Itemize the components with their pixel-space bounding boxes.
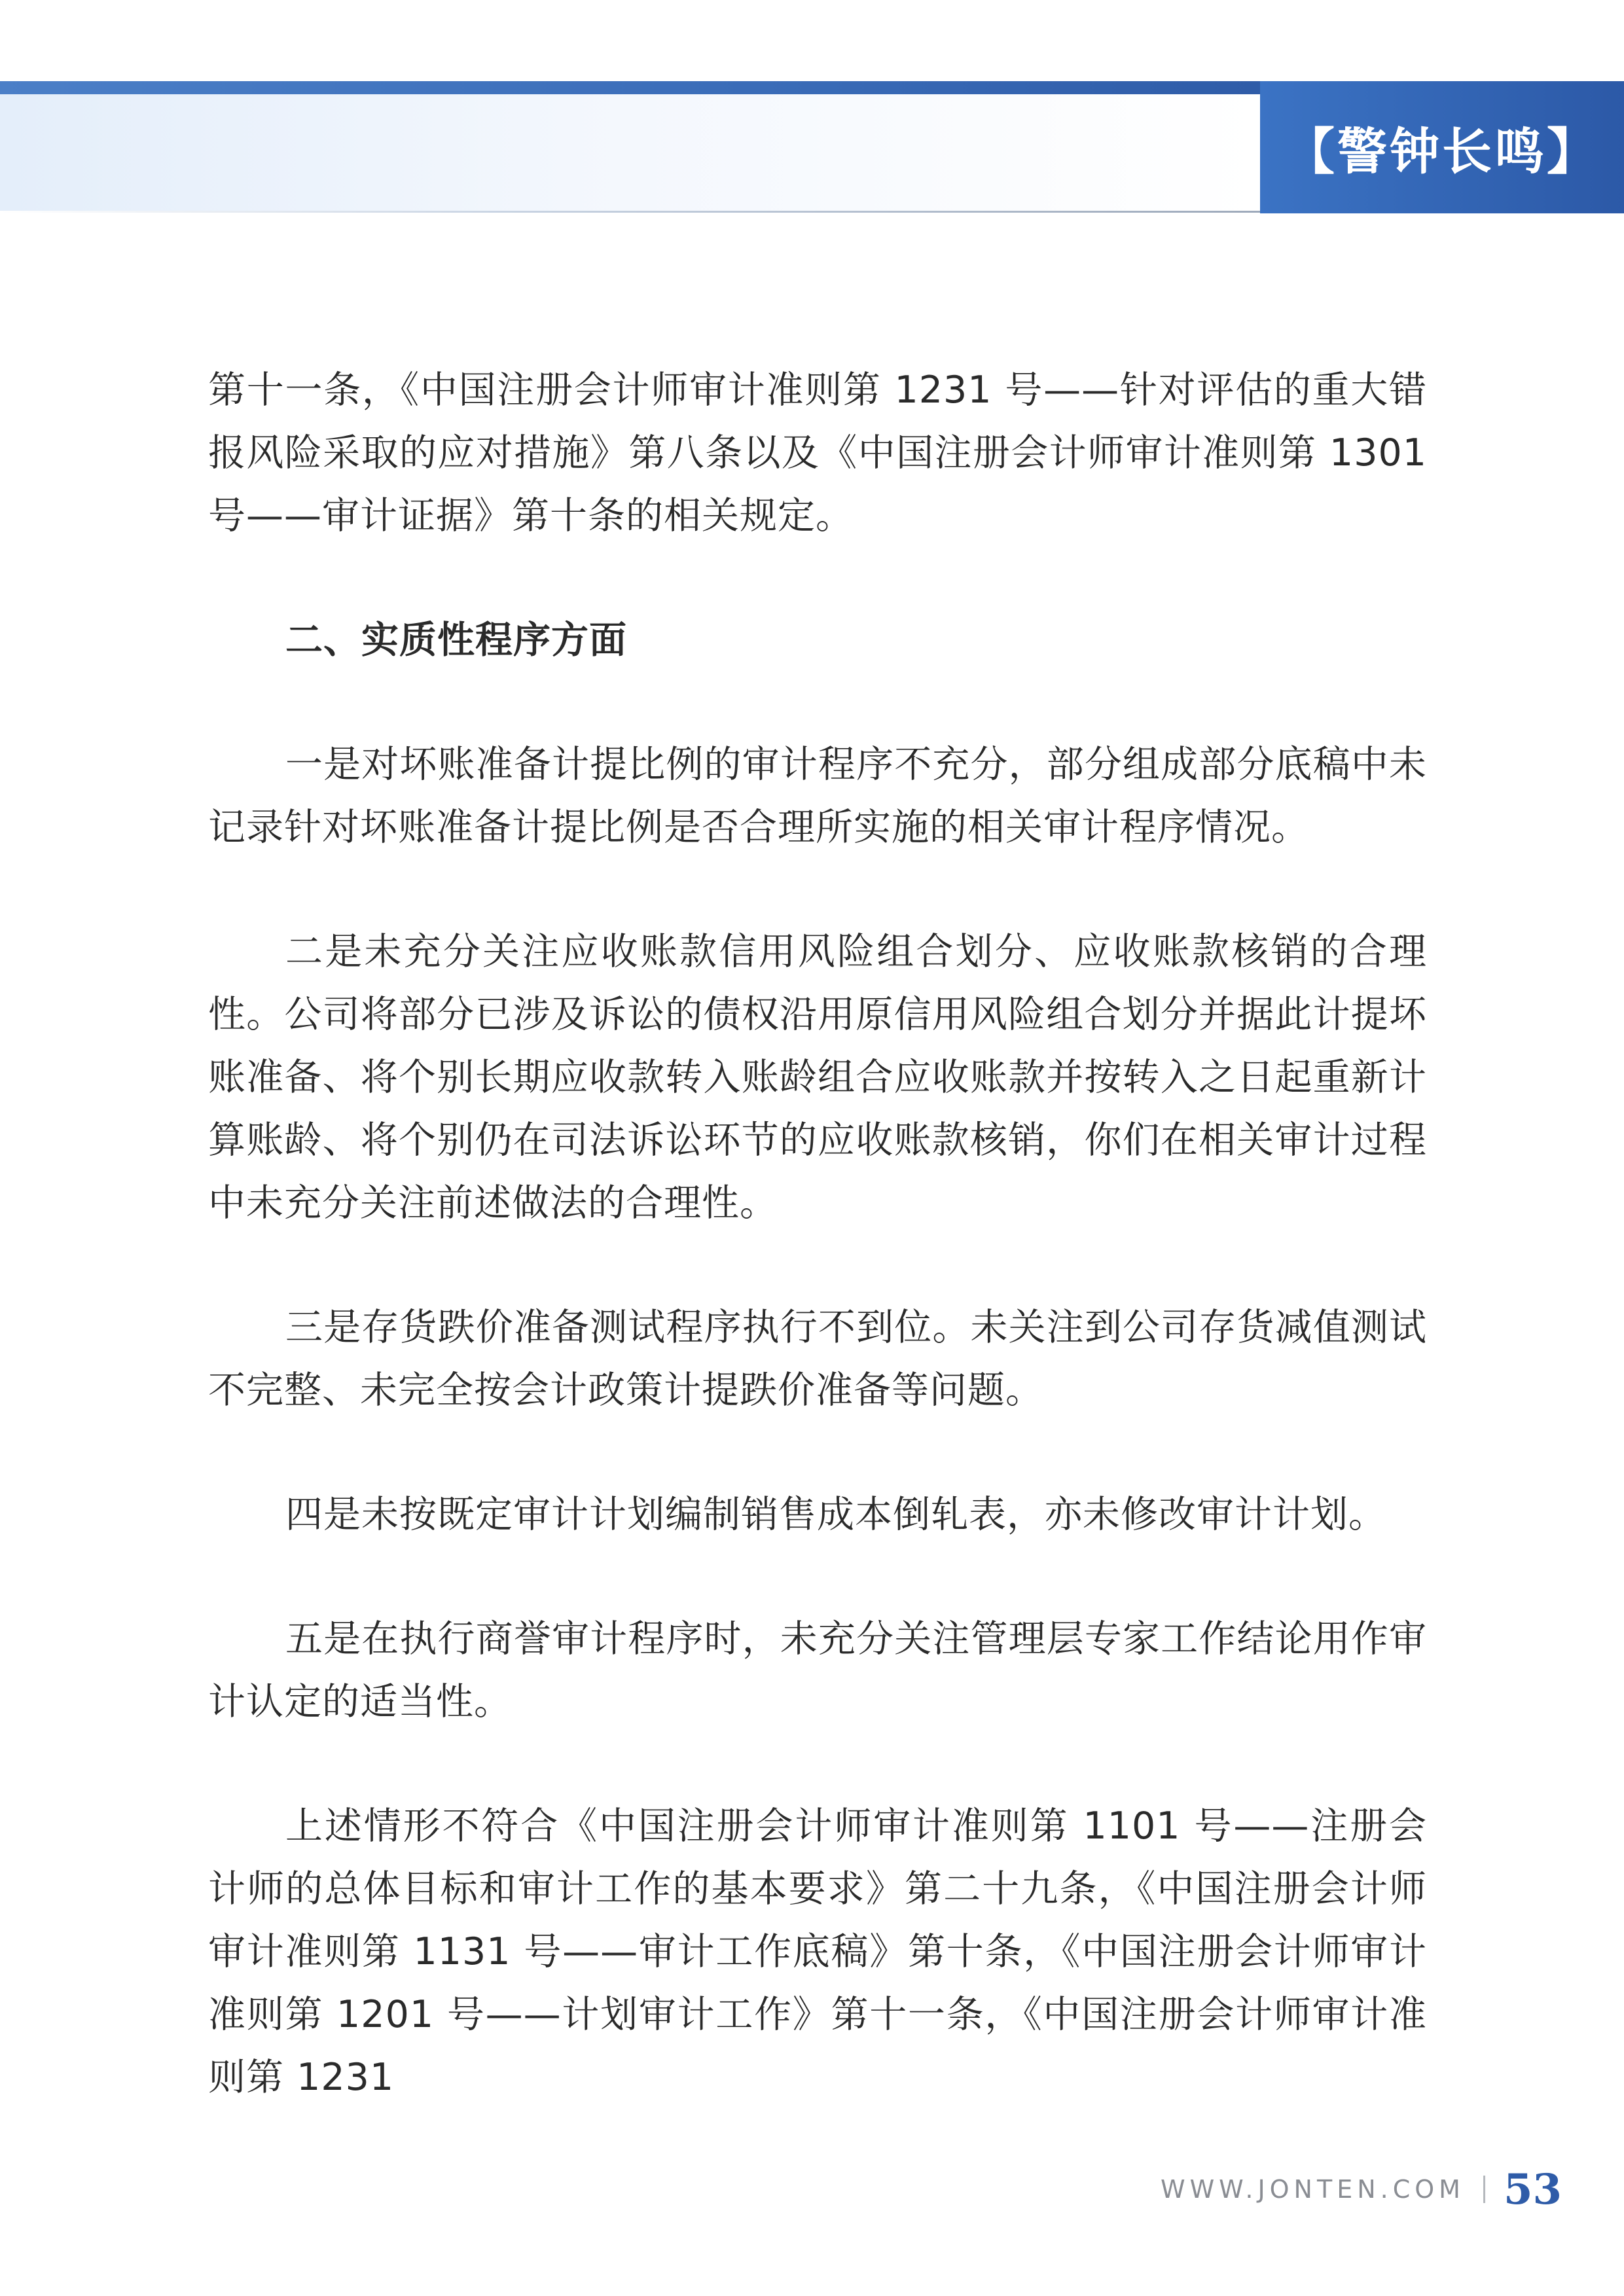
paragraph-6: 上述情形不符合《中国注册会计师审计准则第 1101 号——注册会计师的总体目标和审计工作的基本要求》第二十九条，《中国注册会计师审计准则第 1131 号——审计工作底稿》第十条，《中国注册会计师审计准则第 1201 号——计划审计工作》第十一条，《中国注册会计师审计准则第 1231 bbox=[208, 1804, 1427, 2099]
paragraph-continuation: 第十一条，《中国注册会计师审计准则第 1231 号——针对评估的重大错报风险采取的应对措施》第八条以及《中国注册会计师审计准则第 1301 号——审计证据》第十条的相关规定。 bbox=[208, 368, 1427, 537]
paragraph-5: 五是在执行商誉审计程序时，未充分关注管理层专家工作结论用作审计认定的适当性。 bbox=[208, 1617, 1427, 1723]
header-band bbox=[0, 81, 1260, 212]
article-body bbox=[208, 359, 1427, 2170]
paragraph-1: 一是对坏账准备计提比例的审计程序不充分，部分组成部分底稿中未记录针对坏账准备计提比例是否合理所实施的相关审计程序情况。 bbox=[208, 743, 1427, 849]
header-top-rule bbox=[0, 81, 1260, 94]
section-heading: 二、实质性程序方面 bbox=[285, 619, 627, 662]
paragraph-4: 四是未按既定审计计划编制销售成本倒轧表，亦未修改审计计划。 bbox=[285, 1493, 1386, 1536]
header-bottom-rule bbox=[0, 211, 1260, 213]
website-link[interactable]: WWW.JONTEN.COM bbox=[1161, 2175, 1465, 2204]
section-title: 【警钟长鸣】 bbox=[1285, 122, 1599, 181]
footer-divider bbox=[1483, 2176, 1485, 2203]
page-footer bbox=[1161, 2160, 1562, 2219]
section-tab bbox=[1260, 81, 1624, 213]
page-number: 53 bbox=[1503, 2164, 1562, 2214]
paragraph-2: 二是未充分关注应收账款信用风险组合划分、应收账款核销的合理性。公司将部分已涉及诉讼的债权沿用原信用风险组合划分并据此计提坏账准备、将个别长期应收款转入账龄组合应收账款并按转入之日起重新计算账龄、将个别仍在司法诉讼环节的应收账款核销，你们在相关审计过程中未充分关注前述做法的合理性。 bbox=[208, 930, 1427, 1225]
paragraph-3: 三是存货跌价准备测试程序执行不到位。未关注到公司存货减值测试不完整、未完全按会计政策计提跌价准备等问题。 bbox=[208, 1306, 1427, 1412]
